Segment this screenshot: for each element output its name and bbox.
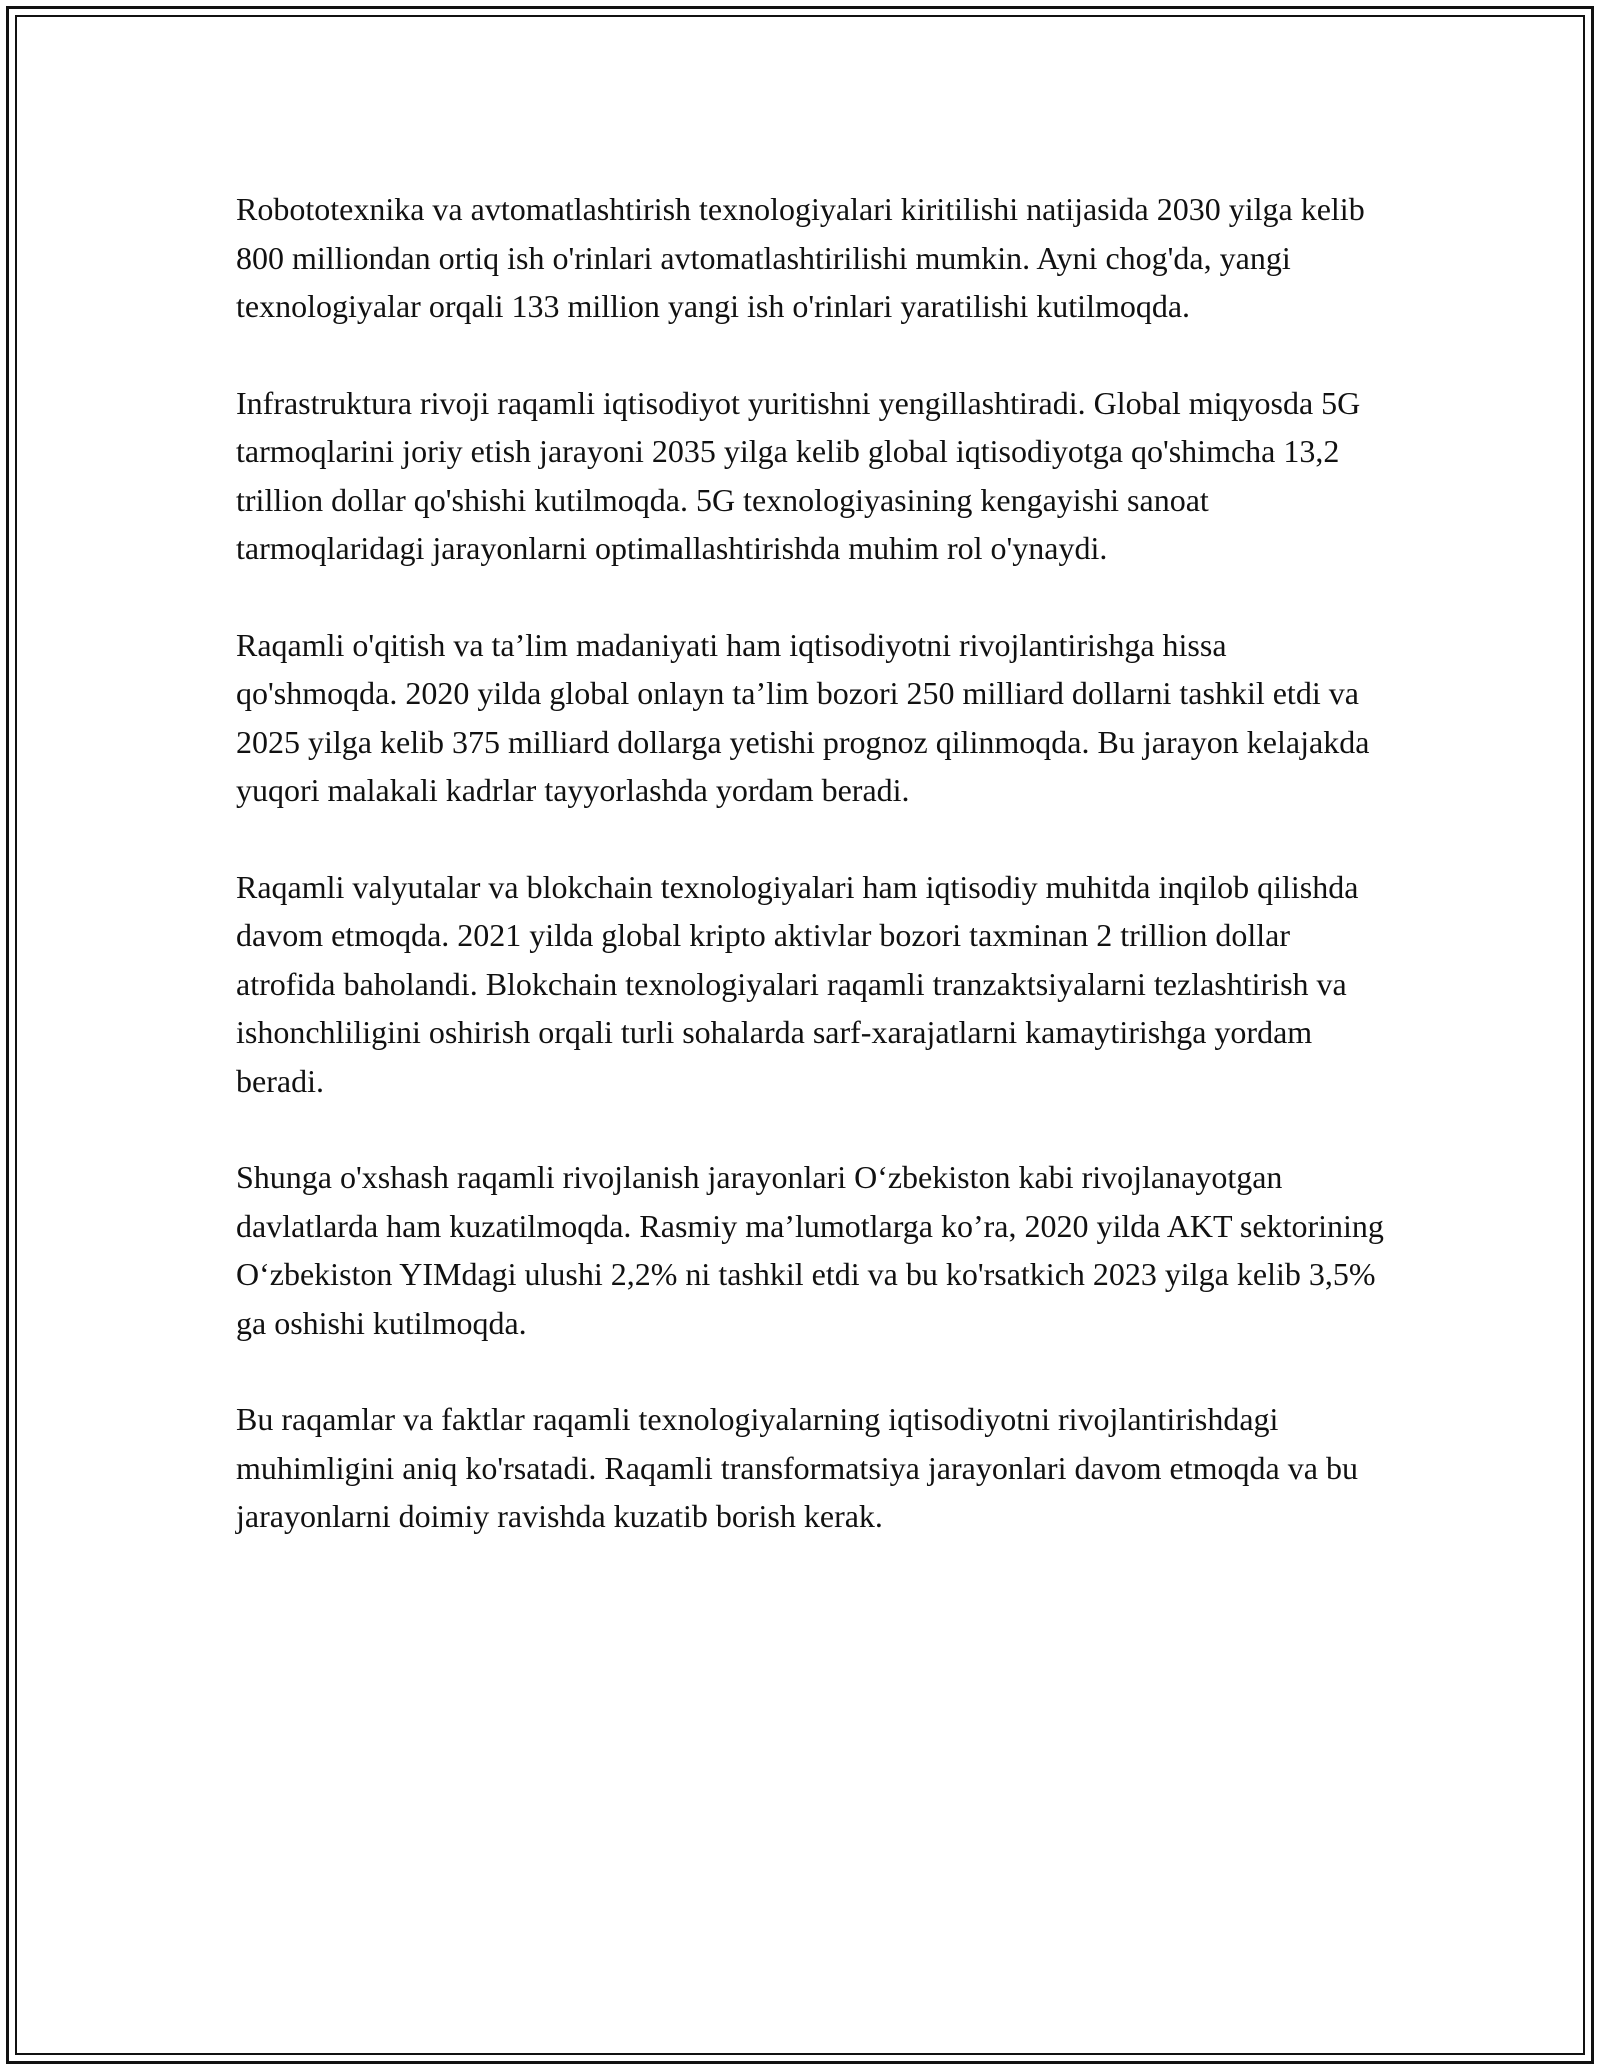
- paragraph-1: Robototexnika va avtomatlashtirish texnologiyalari kiritilishi natijasida 2030 yilga kelib 800 milliondan ortiq ish o'rinlari avtomatlashtirilishi mumkin. Ayni chog'da, yangi texnologiyalar orqali 133 million yangi ish o'rinlari yaratilishi kutilmoqda.: [236, 191, 1365, 324]
- paragraph-4: Raqamli valyutalar va blokchain texnologiyalari ham iqtisodiy muhitda inqilob qilishda davom etmoqda. 2021 yilda global kripto aktivlar bozori taxminan 2 trillion dollar atrofida baholandi. Blokchain texnologiyalari raqamli tranzaktsiyalarni tezlashtirish va ishonchliligini oshirish orqali turli sohalarda sarf-xarajatlarni kamaytirishga yordam beradi.: [236, 868, 1359, 1099]
- document-body: [236, 185, 1386, 1589]
- paragraph-5: Shunga o'xshash raqamli rivojlanish jarayonlari O‘zbekiston kabi rivojlanayotgan davlatlarda ham kuzatilmoqda. Rasmiy ma’lumotlarga ko’ra, 2020 yilda AKT sektorining O‘zbekiston YIMdagi ulushi 2,2% ni tashkil etdi va bu ko'rsatkich 2023 yilga kelib 3,5% ga oshishi kutilmoqda.: [236, 1159, 1384, 1341]
- paragraph-6: Bu raqamlar va faktlar raqamli texnologiyalarning iqtisodiyotni rivojlantirishdagi muhimligini aniq ko'rsatadi. Raqamli transformatsiya jarayonlari davom etmoqda va bu jarayonlarni doimiy ravishda kuzatib borish kerak.: [236, 1401, 1358, 1534]
- paragraph-2: Infrastruktura rivoji raqamli iqtisodiyot yuritishni yengillashtiradi. Global miqyosda 5G tarmoqlarini joriy etish jarayoni 2035 yilga kelib global iqtisodiyotga qo'shimcha 13,2 trillion dollar qo'shishi kutilmoqda. 5G texnologiyasining kengayishi sanoat tarmoqlaridagi jarayonlarni optimallashtirishda muhim rol o'ynaydi.: [236, 384, 1361, 566]
- paragraph-3: Raqamli o'qitish va ta’lim madaniyati ham iqtisodiyotni rivojlantirishga hissa qo'shmoqda. 2020 yilda global onlayn ta’lim bozori 250 milliard dollarni tashkil etdi va 2025 yilga kelib 375 milliard dollarga yetishi prognoz qilinmoqda. Bu jarayon kelajakda yuqori malakali kadrlar tayyorlashda yordam beradi.: [236, 626, 1370, 808]
